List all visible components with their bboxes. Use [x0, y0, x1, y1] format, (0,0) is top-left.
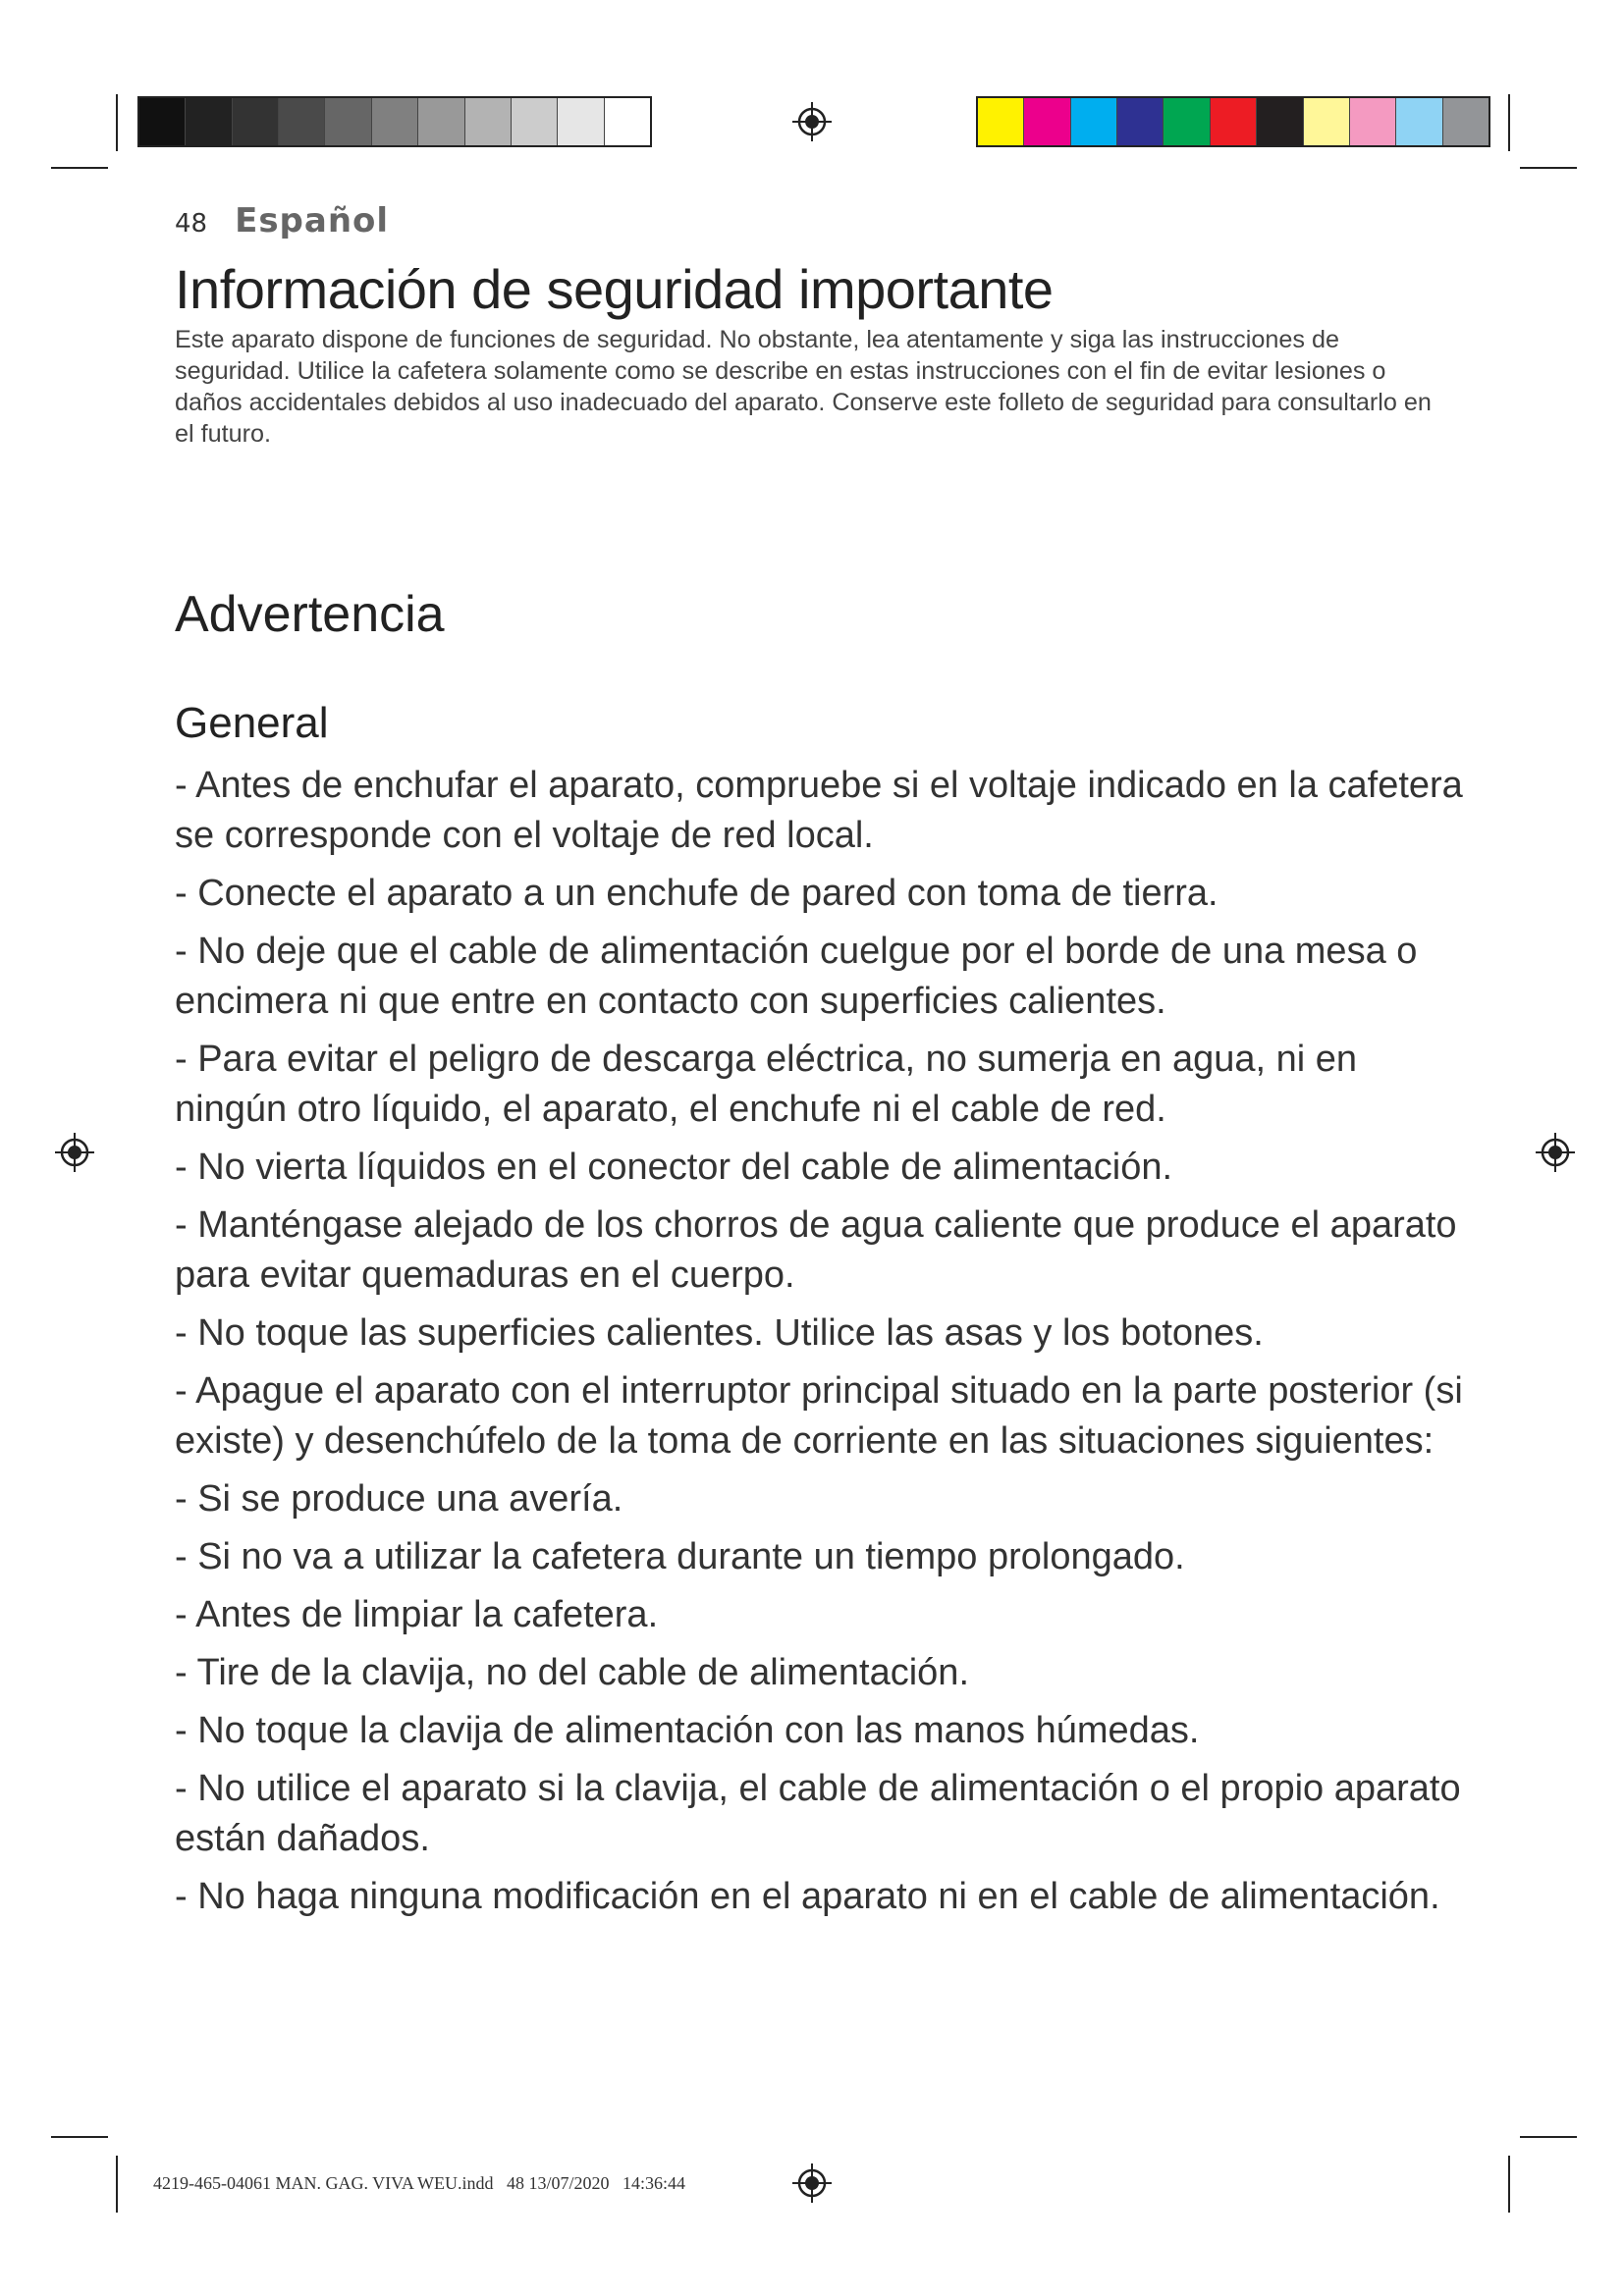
- registration-mark-icon: [790, 2162, 834, 2205]
- color-swatch: [186, 98, 232, 145]
- list-item: - No toque la clavija de alimentación con las manos húmedas.: [175, 1710, 1200, 1751]
- list-item: - No toque las superficies calientes. Utilice las asas y los botones.: [175, 1312, 1264, 1354]
- list-item: - Antes de enchufar el aparato, compruebe si el voltaje indicado en la cafetera se corresponde con el voltaje de red local.: [175, 765, 1463, 856]
- color-swatch: [605, 98, 650, 145]
- color-swatch: [233, 98, 279, 145]
- print-slug-line: 4219-465-04061 MAN. GAG. VIVA WEU.indd 48 13/07/2020 14:36:44: [153, 2173, 686, 2193]
- color-swatch: [1211, 98, 1257, 145]
- safety-instructions-list: [175, 761, 1471, 1930]
- color-swatch: [139, 98, 186, 145]
- list-item: - Para evitar el peligro de descarga eléctrica, no sumerja en agua, ni en ningún otro líquido, el aparato, el enchufe ni el cable de red.: [175, 1039, 1358, 1130]
- general-heading: General: [175, 699, 329, 747]
- list-item: - Si se produce una avería.: [175, 1478, 623, 1520]
- intro-paragraph: Este aparato dispone de funciones de seguridad. No obstante, lea atentamente y siga las instrucciones de seguridad. Utilice la cafetera solamente como se describe en estas instrucciones con el fin de evitar lesiones o daños accidentales debidos al uso inadecuado del aparato. Conserve este folleto de seguridad para consultarlo en el futuro.: [175, 326, 1432, 448]
- crop-mark-tl-h: [51, 167, 108, 169]
- color-swatch: [1164, 98, 1210, 145]
- list-item: - Tire de la clavija, no del cable de alimentación.: [175, 1652, 970, 1693]
- crop-mark-bl-v: [116, 2156, 118, 2213]
- crop-mark-tr-v: [1508, 94, 1510, 151]
- color-swatch: [1117, 98, 1164, 145]
- color-swatch: [1304, 98, 1350, 145]
- crop-mark-br-v: [1508, 2156, 1510, 2213]
- crop-mark-tl-v: [116, 94, 118, 151]
- list-item: - Manténgase alejado de los chorros de agua caliente que produce el aparato para evitar quemaduras en el cuerpo.: [175, 1204, 1457, 1296]
- list-item: - No haga ninguna modificación en el aparato ni en el cable de alimentación.: [175, 1876, 1440, 1917]
- color-swatch: [1024, 98, 1070, 145]
- color-swatch: [558, 98, 604, 145]
- page-number: 48: [175, 209, 208, 239]
- crop-mark-tr-h: [1520, 167, 1577, 169]
- list-item: - Si no va a utilizar la cafetera durante un tiempo prolongado.: [175, 1536, 1185, 1577]
- list-item: - Conecte el aparato a un enchufe de pared con toma de tierra.: [175, 873, 1218, 914]
- color-swatch: [325, 98, 371, 145]
- color-swatch: [978, 98, 1024, 145]
- page-title: Información de seguridad importante: [175, 258, 1054, 320]
- color-swatch: [1396, 98, 1442, 145]
- crop-mark-bl-h: [51, 2136, 108, 2138]
- list-item: - No deje que el cable de alimentación cuelgue por el borde de una mesa o encimera ni que entre en contacto con superficies calientes.: [175, 931, 1418, 1022]
- warning-heading: Advertencia: [175, 586, 445, 643]
- list-item: - Antes de limpiar la cafetera.: [175, 1594, 659, 1635]
- color-swatch: [465, 98, 512, 145]
- page-header: [175, 201, 389, 240]
- registration-mark-icon: [790, 100, 834, 143]
- color-swatch: [372, 98, 418, 145]
- crop-mark-br-h: [1520, 2136, 1577, 2138]
- registration-mark-icon: [53, 1131, 96, 1174]
- list-item: - No utilice el aparato si la clavija, el cable de alimentación o el propio aparato están dañados.: [175, 1768, 1461, 1859]
- color-swatch: [1071, 98, 1117, 145]
- language-label: Español: [235, 201, 390, 240]
- color-swatch: [1257, 98, 1303, 145]
- registration-mark-icon: [1534, 1131, 1577, 1174]
- color-swatch: [1350, 98, 1396, 145]
- color-swatch: [512, 98, 558, 145]
- grayscale-calibration-strip: [137, 96, 652, 147]
- color-swatch: [279, 98, 325, 145]
- list-item: - Apague el aparato con el interruptor principal situado en la parte posterior (si existe) y desenchúfelo de la toma de corriente en las situaciones siguientes:: [175, 1370, 1463, 1462]
- color-swatch: [1443, 98, 1489, 145]
- color-calibration-strip: [976, 96, 1490, 147]
- list-item: - No vierta líquidos en el conector del cable de alimentación.: [175, 1147, 1173, 1188]
- color-swatch: [418, 98, 464, 145]
